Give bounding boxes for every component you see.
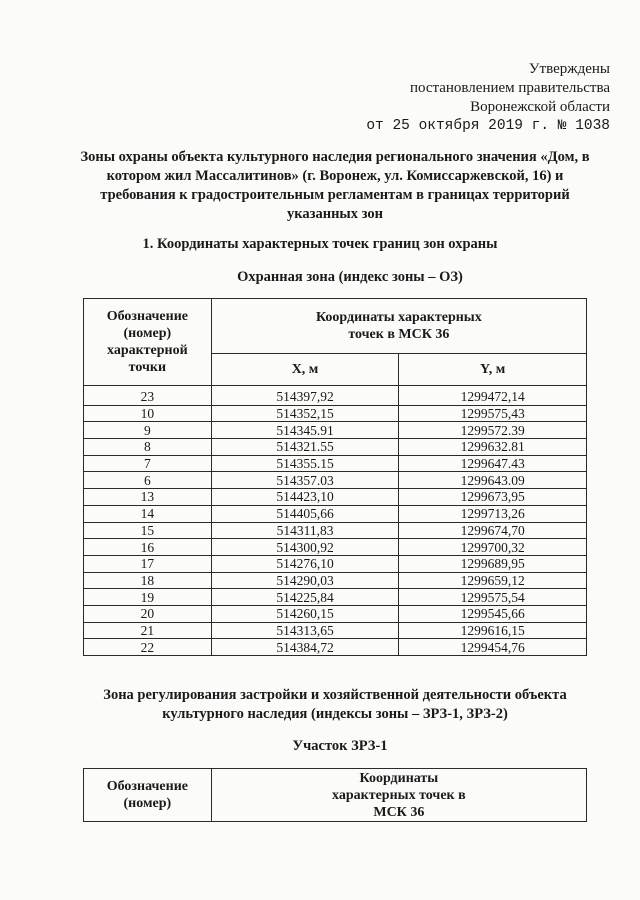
x-coordinate-cell: 514345.91 <box>211 422 399 439</box>
y-column-header: Y, м <box>399 353 587 385</box>
y-coordinate-cell: 1299713,26 <box>399 505 587 522</box>
point-number-header: Обозначение (номер) <box>84 769 212 822</box>
point-number-cell: 16 <box>84 539 212 556</box>
y-coordinate-cell: 1299472,14 <box>399 386 587 406</box>
y-coordinate-cell: 1299700,32 <box>399 539 587 556</box>
x-coordinate-cell: 514321.55 <box>211 439 399 456</box>
x-coordinate-cell: 514355.15 <box>211 455 399 472</box>
table-row <box>84 589 587 606</box>
table-row <box>84 572 587 589</box>
point-number-cell: 19 <box>84 589 212 606</box>
protected-zone-heading: Охранная зона (индекс зоны – ОЗ) <box>237 269 463 285</box>
table-row <box>84 505 587 522</box>
y-coordinate-cell: 1299632.81 <box>399 439 587 456</box>
approval-line: Утверждены <box>528 61 610 77</box>
coordinates-header: Координаты характерных точек в МСК 36 <box>211 299 586 354</box>
point-number-cell: 8 <box>84 439 212 456</box>
y-coordinate-cell: 1299545,66 <box>399 605 587 622</box>
table-row <box>84 605 587 622</box>
point-number-cell: 15 <box>84 522 212 539</box>
table-row <box>84 522 587 539</box>
section-heading: 1. Координаты характерных точек границ зон охраны <box>142 236 498 252</box>
x-coordinate-cell: 514423,10 <box>211 489 399 506</box>
table-row <box>84 472 587 489</box>
y-coordinate-cell: 1299673,95 <box>399 489 587 506</box>
x-coordinate-cell: 514405,66 <box>211 505 399 522</box>
x-coordinate-cell: 514300,92 <box>211 539 399 556</box>
x-coordinate-cell: 514311,83 <box>211 522 399 539</box>
protected-zone-table <box>83 298 587 656</box>
x-column-header: X, м <box>211 353 399 385</box>
y-coordinate-cell: 1299454,76 <box>399 639 587 656</box>
point-number-header: Обозначение (номер) характерной точки <box>84 299 212 386</box>
x-coordinate-cell: 514290,03 <box>211 572 399 589</box>
x-coordinate-cell: 514384,72 <box>211 639 399 656</box>
approval-date-line: от 25 октября 2019 г. № 1038 <box>366 118 610 134</box>
y-coordinate-cell: 1299689,95 <box>399 555 587 572</box>
approval-line: постановлением правительства <box>409 80 610 96</box>
point-number-cell: 7 <box>84 455 212 472</box>
approval-stamp <box>366 60 610 136</box>
table-row <box>84 405 587 422</box>
y-coordinate-cell: 1299575,54 <box>399 589 587 606</box>
table-row <box>84 639 587 656</box>
x-coordinate-cell: 514260,15 <box>211 605 399 622</box>
table-row <box>84 439 587 456</box>
x-coordinate-cell: 514397,92 <box>211 386 399 406</box>
approval-line: Воронежской области <box>470 99 610 115</box>
point-number-cell: 18 <box>84 572 212 589</box>
y-coordinate-cell: 1299643.09 <box>399 472 587 489</box>
regulation-zone-table <box>83 768 587 822</box>
point-number-cell: 23 <box>84 386 212 406</box>
table-row <box>84 622 587 639</box>
y-coordinate-cell: 1299659,12 <box>399 572 587 589</box>
point-number-cell: 13 <box>84 489 212 506</box>
x-coordinate-cell: 514313,65 <box>211 622 399 639</box>
x-coordinate-cell: 514352,15 <box>211 405 399 422</box>
protected-zone-table-body <box>84 386 587 656</box>
y-coordinate-cell: 1299616,15 <box>399 622 587 639</box>
point-number-cell: 22 <box>84 639 212 656</box>
table-row <box>84 489 587 506</box>
point-number-cell: 9 <box>84 422 212 439</box>
table-row <box>84 422 587 439</box>
y-coordinate-cell: 1299647.43 <box>399 455 587 472</box>
document-title: Зоны охраны объекта культурного наследия регионального значения «Дом, в котором жил Массалитинов» (г. Воронеж, ул. Комиссаржевской, 16) и требования к градостроительным регламентам в границах территорий указанных зон <box>80 149 590 222</box>
point-number-cell: 6 <box>84 472 212 489</box>
table-row <box>84 555 587 572</box>
point-number-cell: 21 <box>84 622 212 639</box>
point-number-cell: 17 <box>84 555 212 572</box>
point-number-cell: 14 <box>84 505 212 522</box>
table-row <box>84 539 587 556</box>
x-coordinate-cell: 514225,84 <box>211 589 399 606</box>
regulation-zone-heading: Зона регулирования застройки и хозяйственной деятельности объекта культурного наследия (индексы зоны – ЗРЗ-1, ЗРЗ-2) <box>103 687 567 722</box>
point-number-cell: 20 <box>84 605 212 622</box>
table-row <box>84 386 587 406</box>
x-coordinate-cell: 514357.03 <box>211 472 399 489</box>
y-coordinate-cell: 1299575,43 <box>399 405 587 422</box>
x-coordinate-cell: 514276,10 <box>211 555 399 572</box>
plot-heading: Участок ЗРЗ-1 <box>292 738 388 754</box>
y-coordinate-cell: 1299572.39 <box>399 422 587 439</box>
point-number-cell: 10 <box>84 405 212 422</box>
y-coordinate-cell: 1299674,70 <box>399 522 587 539</box>
table-row <box>84 455 587 472</box>
coordinates-header: Координаты характерных точек в МСК 36 <box>211 769 586 822</box>
